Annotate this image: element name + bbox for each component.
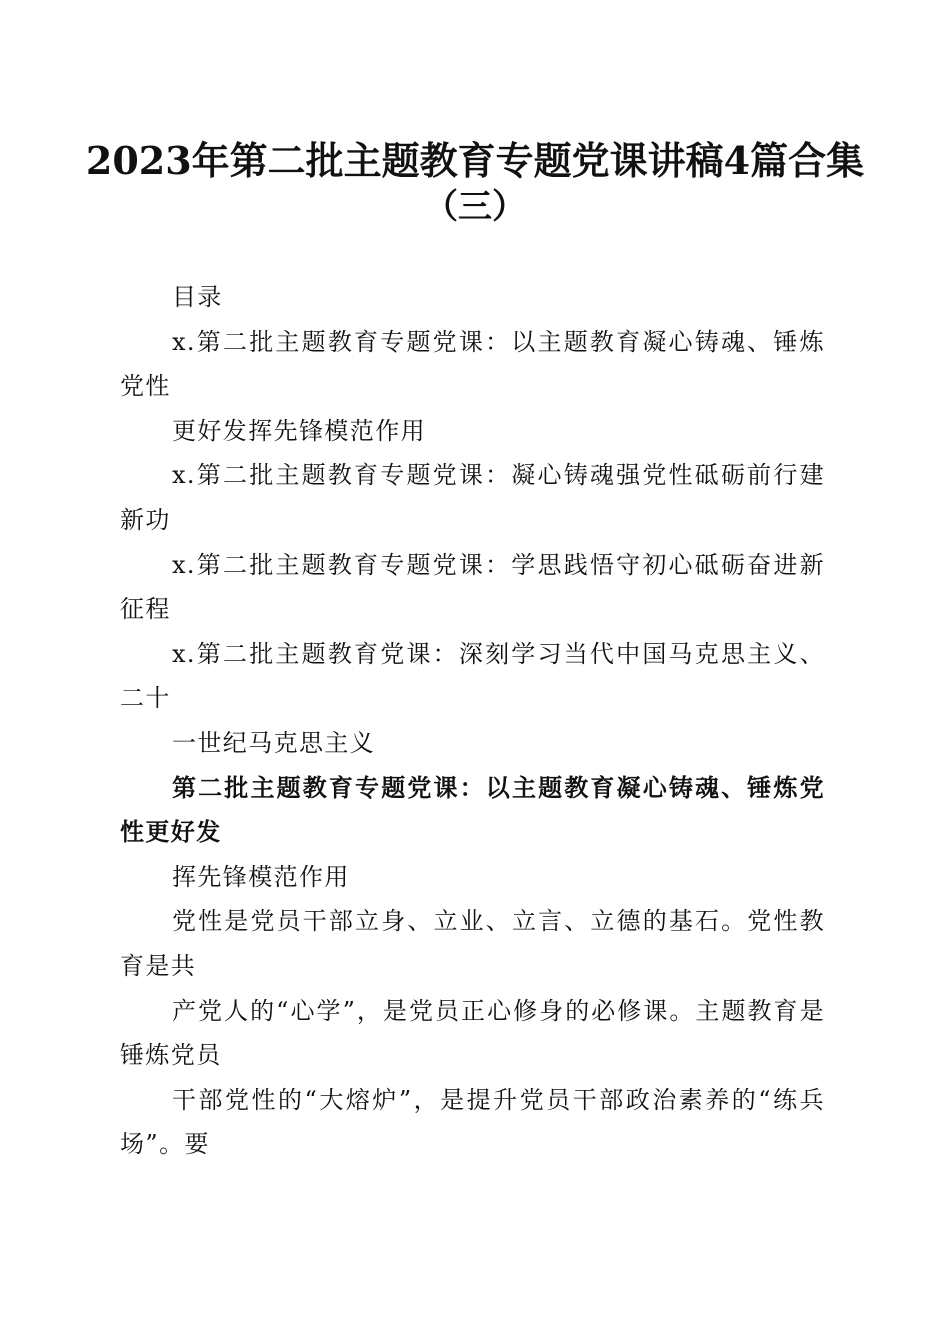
- toc-item-4-continued: 一世纪马克思主义: [172, 728, 376, 757]
- document-title: 2023年第二批主题教育专题党课讲稿4篇合集: [85, 138, 865, 183]
- body-paragraph-2: 产党人的“心学”，是党员正心修身的必修课。主题教育是锤炼党员: [120, 996, 825, 1070]
- toc-item-1-continued: 更好发挥先锋模范作用: [172, 416, 426, 445]
- body-paragraph-1: 党性是党员干部立身、立业、立言、立德的基石。党性教育是共: [120, 907, 825, 980]
- toc-item-1: x.第二批主题教育专题党课：以主题教育凝心铸魂、锤炼党性: [120, 327, 825, 401]
- toc-item-3: x.第二批主题教育专题党课：学思践悟守初心砥砺奋进新征程: [120, 550, 825, 624]
- document-subtitle: （三）: [424, 187, 526, 227]
- section-heading-continued: 挥先锋模范作用: [172, 862, 350, 891]
- toc-item-2: x.第二批主题教育专题党课：凝心铸魂强党性砥砺前行建新功: [120, 461, 825, 534]
- toc-item-4: x.第二批主题教育党课：深刻学习当代中国马克思主义、二十: [120, 639, 825, 713]
- toc-heading: 目录: [172, 283, 223, 311]
- section-heading: 第二批主题教育专题党课：以主题教育凝心铸魂、锤炼党性更好发: [120, 772, 825, 847]
- body-paragraph-3: 干部党性的“大熔炉”，是提升党员干部政治素养的“练兵场”。要: [120, 1085, 825, 1159]
- document-body: [120, 275, 825, 1167]
